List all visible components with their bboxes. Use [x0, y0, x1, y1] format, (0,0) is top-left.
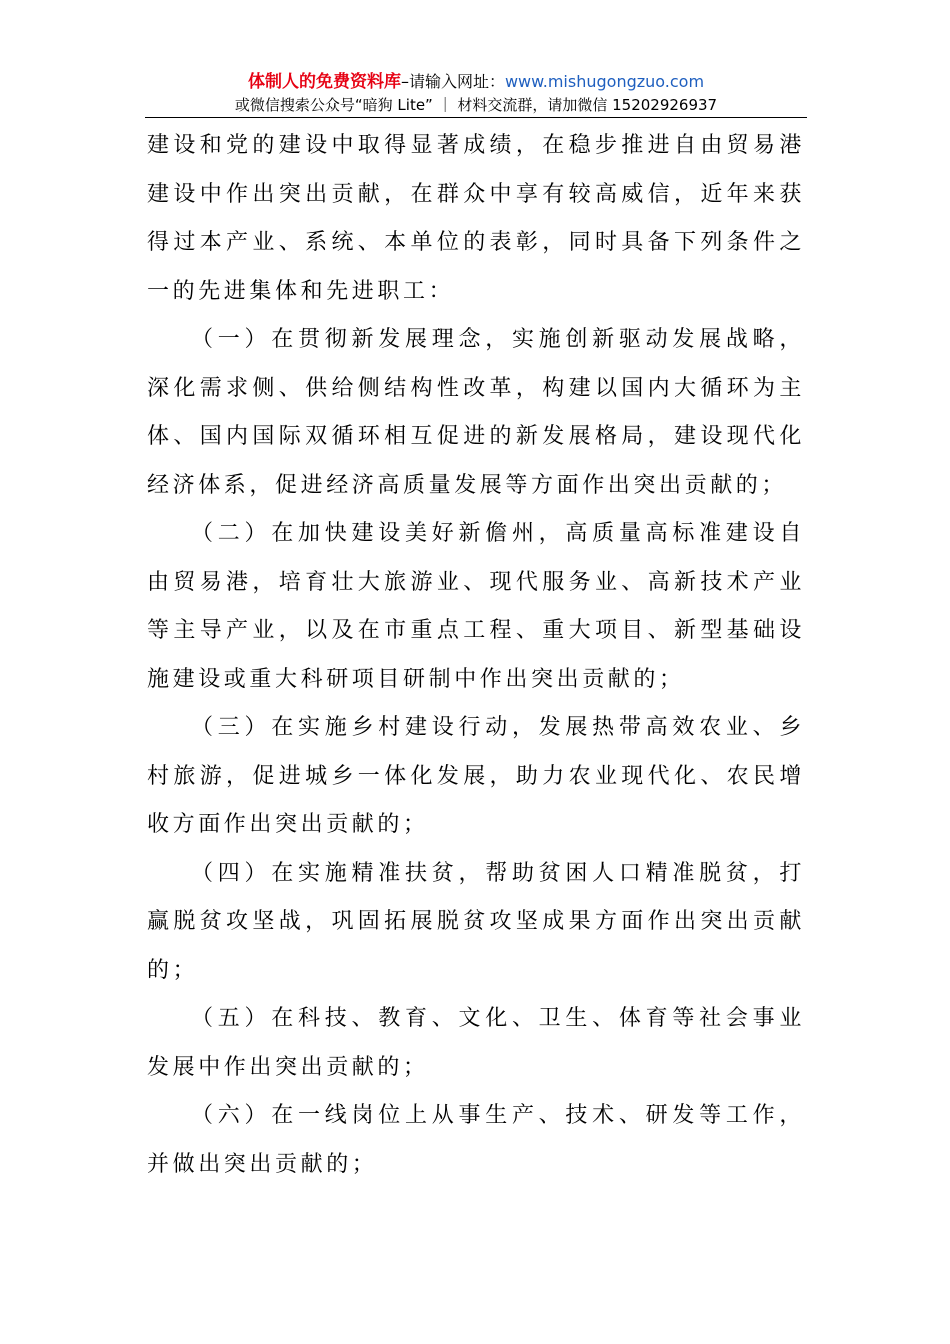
url-prompt: –请输入网址：: [400, 72, 505, 91]
header-line-2: 或微信搜索公众号“暗狗 Lite” ｜ 材料交流群，请加微信 15202926937: [234, 96, 718, 114]
brand-name: 体制人的免费资料库: [247, 72, 401, 92]
paragraph-item-2: （二）在加快建设美好新儋州，高质量高标准建设自由贸易港，培育壮大旅游业、现代服务业、高新技术产业等主导产业，以及在市重点工程、重大项目、新型基础设施建设或重大科研项目研制中作出突出贡献的；: [147, 521, 805, 692]
header-divider: [145, 117, 807, 118]
paragraph-continuation: 建设和党的建设中取得显著成绩，在稳步推进自由贸易港建设中作出突出贡献，在群众中享有较高威信，近年来获得过本产业、系统、本单位的表彰，同时具备下列条件之一的先进集体和先进职工：: [147, 133, 805, 304]
paragraph-item-6: （六）在一线岗位上从事生产、技术、研发等工作，并做出突出贡献的；: [147, 1103, 805, 1177]
document-body: [147, 122, 805, 1189]
page-header: [145, 70, 807, 116]
paragraph-item-4: （四）在实施精准扶贫，帮助贫困人口精准脱贫，打赢脱贫攻坚战，巩固拓展脱贫攻坚成果方面作出突出贡献的；: [147, 860, 805, 983]
paragraph-item-1: （一）在贯彻新发展理念，实施创新驱动发展战略，深化需求侧、供给侧结构性改革，构建以国内大循环为主体、国内国际双循环相互促进的新发展格局，建设现代化经济体系，促进经济高质量发展等方面作出突出贡献的；: [147, 327, 805, 498]
header-line-1: [145, 70, 807, 94]
website-url[interactable]: www.mishugongzuo.com: [504, 72, 705, 91]
paragraph-item-3: （三）在实施乡村建设行动，发展热带高效农业、乡村旅游，促进城乡一体化发展，助力农业现代化、农民增收方面作出突出贡献的；: [147, 715, 805, 837]
paragraph-item-5: （五）在科技、教育、文化、卫生、体育等社会事业发展中作出突出贡献的；: [147, 1006, 805, 1080]
